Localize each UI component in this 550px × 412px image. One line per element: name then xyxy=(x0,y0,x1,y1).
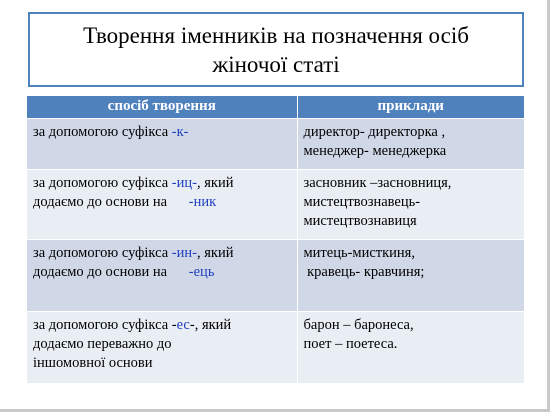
title-line-2: жіночої статі xyxy=(212,51,340,77)
method-text: за допомогою суфікса xyxy=(33,123,172,140)
method-line xyxy=(33,335,291,354)
table-row xyxy=(27,311,524,383)
suffix-table xyxy=(27,96,524,383)
method-text: за допомогою суфікса xyxy=(33,244,172,261)
suffix-highlight: -ець xyxy=(188,263,215,280)
method-line xyxy=(33,193,291,212)
method-cell xyxy=(27,169,297,239)
method-line xyxy=(33,263,291,282)
method-text: додаємо переважно до xyxy=(33,335,172,352)
title-line-1: Творення іменників на позначення осіб xyxy=(83,22,469,48)
example-line: барон – баронеса, xyxy=(303,316,414,333)
example-line: мистецтвознавець- xyxy=(303,193,421,210)
example-line: директор- директорка , xyxy=(303,123,446,140)
examples-cell xyxy=(297,239,524,311)
method-cell xyxy=(27,118,297,169)
table-row xyxy=(27,118,524,169)
example-line: кравець- кравчиня; xyxy=(303,263,425,280)
method-cell xyxy=(27,239,297,311)
method-text: , який xyxy=(196,244,234,261)
example-line: митець-мисткиня, xyxy=(303,244,415,261)
method-line xyxy=(33,123,291,142)
examples-cell xyxy=(297,169,524,239)
example-line: поет – поетеса. xyxy=(303,335,398,352)
method-text: за допомогою суфікса - xyxy=(33,316,177,333)
table-row xyxy=(27,239,524,311)
method-text: додаємо до основи на xyxy=(33,263,189,280)
header-examples: приклади xyxy=(297,96,524,118)
method-line xyxy=(33,174,291,193)
example-line: менеджер- менеджерка xyxy=(303,142,447,159)
method-text: , який xyxy=(196,174,234,191)
table-row xyxy=(27,169,524,239)
suffix-highlight: -иц- xyxy=(171,174,197,191)
examples-cell xyxy=(297,311,524,383)
method-line xyxy=(33,316,291,335)
suffix-highlight: ес xyxy=(176,316,190,333)
example-line: мистецтвознавиця xyxy=(303,212,417,229)
example-line: засновник –засновниця, xyxy=(303,174,452,191)
method-text: іншомовної основи xyxy=(33,354,153,371)
title-box xyxy=(28,12,524,87)
method-text: -, який xyxy=(189,316,232,333)
method-text: додаємо до основи на xyxy=(33,193,189,210)
method-text: за допомогою суфікса xyxy=(33,174,172,191)
method-line xyxy=(33,354,291,373)
examples-cell xyxy=(297,118,524,169)
suffix-highlight: -ник xyxy=(188,193,217,210)
method-cell xyxy=(27,311,297,383)
suffix-highlight: -к- xyxy=(171,123,189,140)
suffix-highlight: -ин- xyxy=(171,244,197,261)
method-line xyxy=(33,244,291,263)
table-header-row xyxy=(27,96,524,118)
header-method: спосіб творення xyxy=(27,96,297,118)
